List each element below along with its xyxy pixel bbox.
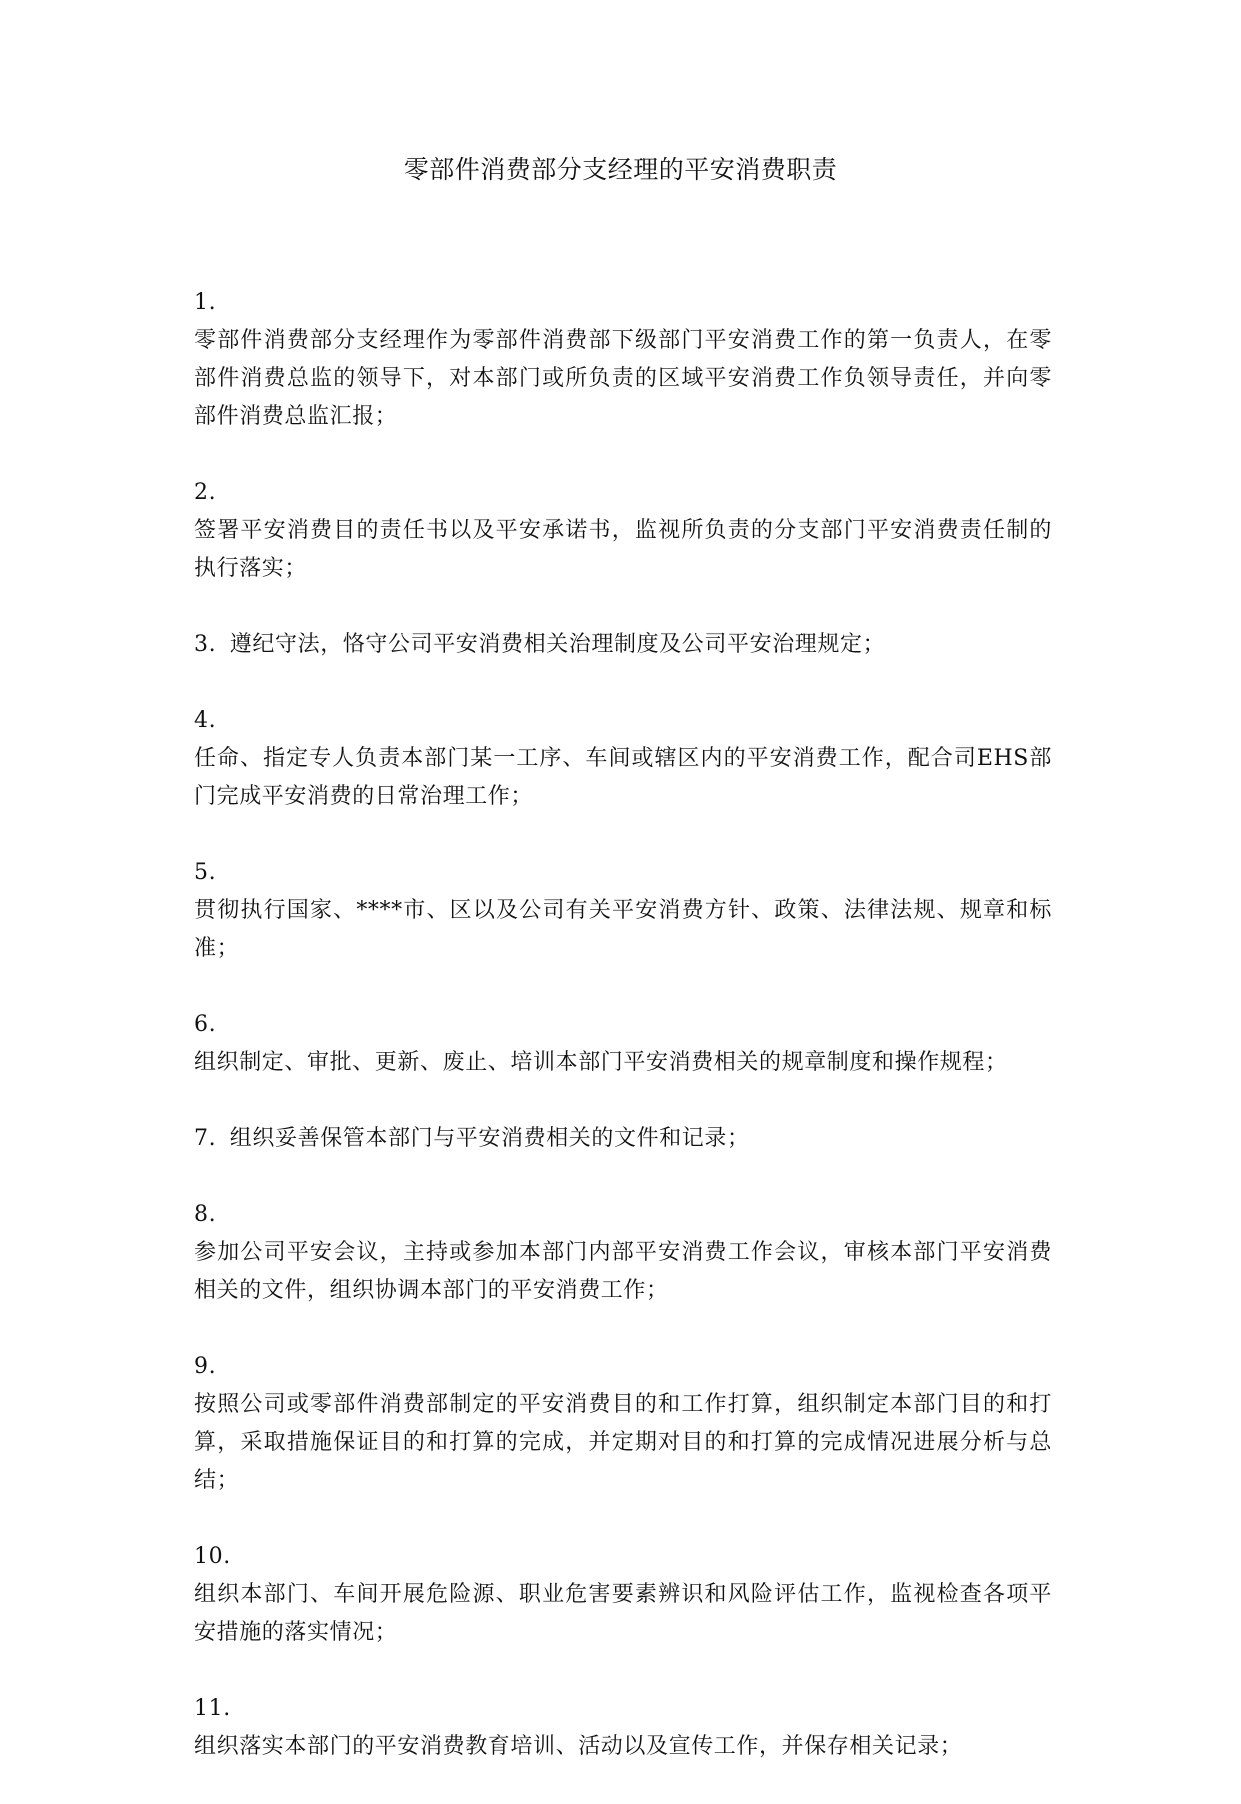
duty-list [194,284,1052,1804]
duty-number: 5. [194,860,217,885]
duty-item-9 [194,1348,1052,1500]
duty-text: 贯彻执行国家、****市、区以及公司有关平安消费方针、政策、法律法规、规章和标准； [194,898,1052,961]
duty-text: 组织本部门、车间开展危险源、职业危害要素辨识和风险评估工作，监视检查各项平安措施的落实情况； [194,1582,1052,1645]
duty-item-7 [194,1120,1052,1158]
duty-item-5 [194,854,1052,968]
duty-text: 组织制定、审批、更新、废止、培训本部门平安消费相关的规章制度和操作规程； [194,1050,1008,1075]
duty-number: 6. [194,1012,217,1037]
duty-text: 签署平安消费目的责任书以及平安承诺书，监视所负责的分支部门平安消费责任制的执行落实； [194,518,1052,581]
duty-text: 组织妥善保管本部门与平安消费相关的文件和记录； [229,1126,750,1151]
duty-number: 4. [194,708,217,733]
duty-item-8 [194,1196,1052,1310]
duty-item-4 [194,702,1052,816]
duty-number: 11. [194,1696,231,1721]
duty-text: 遵纪守法，恪守公司平安消费相关治理制度及公司平安治理规定； [229,632,886,657]
duty-item-10 [194,1538,1052,1652]
duty-number: 2. [194,480,217,505]
duty-text: 按照公司或零部件消费部制定的平安消费目的和工作打算，组织制定本部门目的和打算，采取措施保证目的和打算的完成，并定期对目的和打算的完成情况进展分析与总结； [194,1392,1052,1493]
duty-item-3 [194,626,1052,664]
duty-number: 7. [194,1126,217,1151]
duty-item-2 [194,474,1052,588]
duty-item-6 [194,1006,1052,1082]
duty-item-11 [194,1690,1052,1766]
duty-number: 9. [194,1354,217,1379]
duty-text: 参加公司平安会议，主持或参加本部门内部平安消费工作会议，审核本部门平安消费相关的文件，组织协调本部门的平安消费工作； [194,1240,1052,1303]
duty-text: 零部件消费部分支经理作为零部件消费部下级部门平安消费工作的第一负责人，在零部件消费总监的领导下，对本部门或所负责的区域平安消费工作负领导责任，并向零部件消费总监汇报； [194,328,1052,429]
duty-text: 任命、指定专人负责本部门某一工序、车间或辖区内的平安消费工作，配合司EHS部门完成平安消费的日常治理工作； [194,746,1052,809]
duty-number: 10. [194,1544,231,1569]
duty-text: 组织落实本部门的平安消费教育培训、活动以及宣传工作，并保存相关记录； [194,1734,963,1759]
duty-number: 1. [194,290,217,315]
duty-number: 3. [194,632,217,657]
duty-number: 8. [194,1202,217,1227]
duty-item-1 [194,284,1052,436]
document-title: 零部件消费部分支经理的平安消费职责 [403,155,838,184]
